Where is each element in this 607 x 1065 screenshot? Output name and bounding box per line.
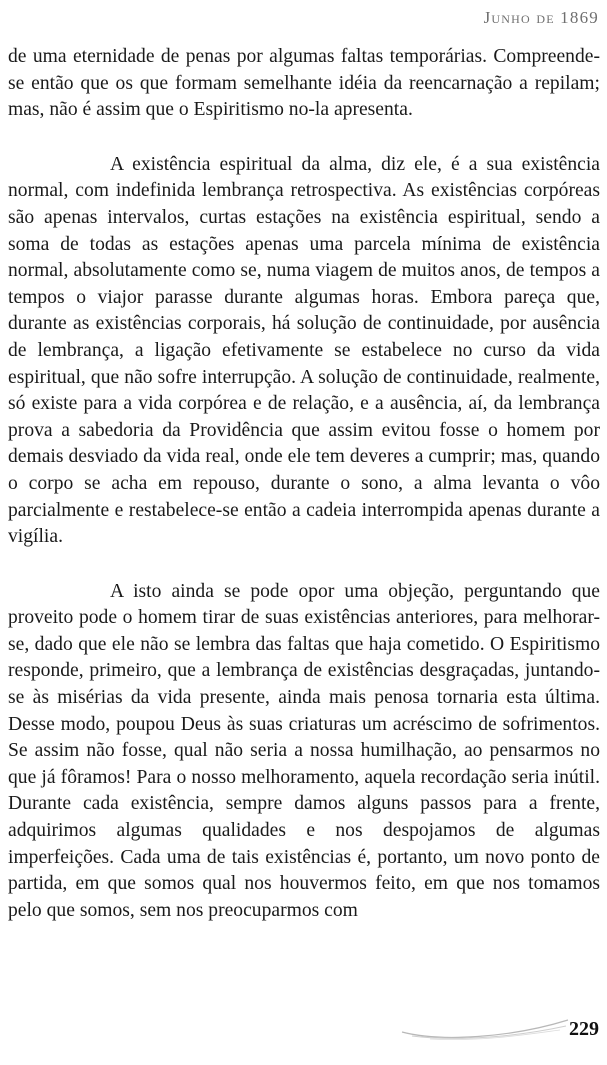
paragraph-objection: A isto ainda se pode opor uma objeção, perguntando que proveito pode o homem tirar de suas existências anteriores, para melhorar-se, dado que ele não se lembra das faltas que haja cometido. O Espiritismo responde, primeiro, que a lembrança de existências desgraçadas, juntando-se às misérias da vida presente, ainda mais penosa tornaria esta última. Desse modo, poupou Deus às suas criaturas um acréscimo de sofrimentos. Se assim não fosse, qual não seria a nossa humilhação, ao pensarmos no que já fôramos! Para o nosso melhoramento, aquela recordação seria inútil. Durante cada existência, sempre damos alguns passos para a frente, adquirimos algumas qualidades e nos despojamos de algumas imperfeições. Cada uma de tais existências é, portanto, um novo ponto de partida, em que somos qual nos houvermos feito, em que nos tomamos pelo que somos, sem nos preocuparmos com xyxy=(8,580,600,921)
page-body xyxy=(8,44,600,924)
page-number: 229 xyxy=(569,1018,599,1040)
paragraph-spiritual-existence: A existência espiritual da alma, diz ele, é a sua existência normal, com indefinida lembrança retrospectiva. As existências corpóreas são apenas intervalos, curtas estações na existência espiritual, sendo a soma de todas as estações apenas uma parcela mínima de existência normal, absolutamente como se, numa viagem de muitos anos, de tempos a tempos o viajor parasse durante algumas horas. Embora pareça que, durante as existências corporais, há solução de continuidade, por ausência de lembrança, a ligação efetivamente se estabelece no curso da vida espiritual, que não sofre interrupção. A solução de continuidade, realmente, só existe para a vida corpórea e de relação, e a ausência, aí, da lembrança prova a sabedoria da Providência que assim evitou fosse o homem por demais desviado da vida real, onde ele tem deveres a cumprir; mas, quando o corpo se acha em repouso, durante o sono, a alma levanta o vôo parcialmente e restabelece-se então a cadeia interrompida apenas durante a vigília. xyxy=(8,153,600,548)
paragraph-continuation: de uma eternidade de penas por algumas faltas temporárias. Compreende-se então que os que formam semelhante idéia da reencarnação a repilam; mas, não é assim que o Espiritismo no-la apresenta. xyxy=(8,46,600,121)
running-header: Junho de 1869 xyxy=(483,8,599,27)
decorative-swoosh-icon xyxy=(400,1012,570,1042)
page-footer xyxy=(0,1012,607,1052)
